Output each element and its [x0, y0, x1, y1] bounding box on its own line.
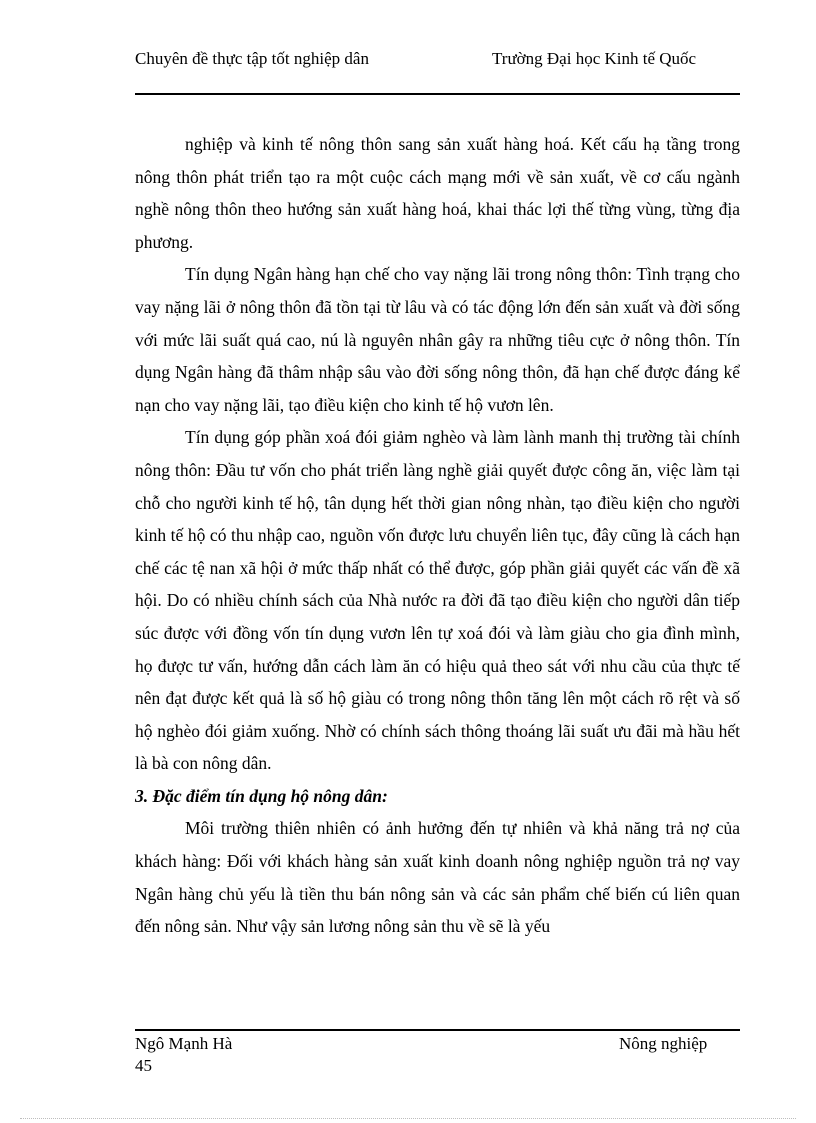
page-header: [135, 48, 740, 94]
paragraph-3: Tín dụng góp phần xoá đói giảm nghèo và làm lành manh thị trường tài chính nông thôn: Đầu tư vốn cho phát triển làng nghề giải quyết được công ăn, việc làm tại chỗ cho người kinh tế hộ, tân dụng hết thời gian nông nhàn, tạo điều kiện cho người kinh tế hộ có thu nhập cao, nguồn vốn được lưu chuyển liên tục, đây cũng là cách hạn chế các tệ nan xã hội ở mức thấp nhất có thể được, góp phần giải quyết các vấn đề xã hội. Do có nhiều chính sách của Nhà nước ra đời đã tạo điều kiện cho người dân tiếp súc được với đồng vốn tín dụng vươn lên tự xoá đói và làm giàu cho gia đình mình, họ được tư vấn, hướng dẫn cách làm ăn có hiệu quả theo sát với nhu cầu của thực tế nên đạt được kết quả là số hộ giàu có trong nông thôn tăng lên một cách rõ rệt và số hộ nghèo đói giảm xuống. Nhờ có chính sách thông thoáng lãi suất ưu đãi mà hầu hết là bà con nông dân.: [135, 427, 740, 774]
footer-author: Ngô Mạnh Hà: [135, 1034, 233, 1053]
document-body: [135, 128, 740, 943]
header-document-title: Chuyên đề thực tập tốt nghiệp dân: [135, 49, 369, 68]
paragraph-4: Môi trường thiên nhiên có ảnh hưởng đến tự nhiên và khả năng trả nợ của khách hàng: Đối với khách hàng sản xuất kinh doanh nông nghiệp nguồn trả nợ vay Ngân hàng chủ yếu là tiền thu bán nông sản và các sản phẩm chế biến cú liên quan đến nông sản. Như vậy sản lương nông sản thu về sẽ là yếu: [135, 818, 740, 937]
page-boundary-line: [20, 1118, 796, 1119]
paragraph-2: Tín dụng Ngân hàng hạn chế cho vay nặng lãi trong nông thôn: Tình trạng cho vay nặng lãi ở nông thôn đã tồn tại từ lâu và có tác động lớn đến sản xuất và đời sống với mức lãi suất quá cao, nú là nguyên nhân gây ra những tiêu cực ở nông thôn. Tín dụng Ngân hàng đã thâm nhập sâu vào đời sống nông thôn, đã hạn chế được đáng kể nạn cho vay nặng lãi, tạo điều kiện cho kinh tế hộ vươn lên.: [135, 264, 740, 415]
header-university-name: Trường Đại học Kinh tế Quốc: [492, 49, 697, 68]
section-heading: 3. Đặc điểm tín dụng hộ nông dân:: [135, 785, 388, 806]
footer-divider: [135, 1029, 740, 1031]
page-number: 45: [135, 1056, 152, 1075]
header-divider: [135, 93, 740, 95]
footer-department: Nông nghiệp: [619, 1034, 708, 1053]
paragraph-1: nghiệp và kinh tế nông thôn sang sản xuất hàng hoá. Kết cấu hạ tầng trong nông thôn phát triển tạo ra một cuộc cách mạng mới về sản xuất, về cơ cấu ngành nghề nông thôn theo hướng sản xuất hàng hoá, khai thác lợi thế từng vùng, từng địa phương.: [135, 134, 740, 252]
